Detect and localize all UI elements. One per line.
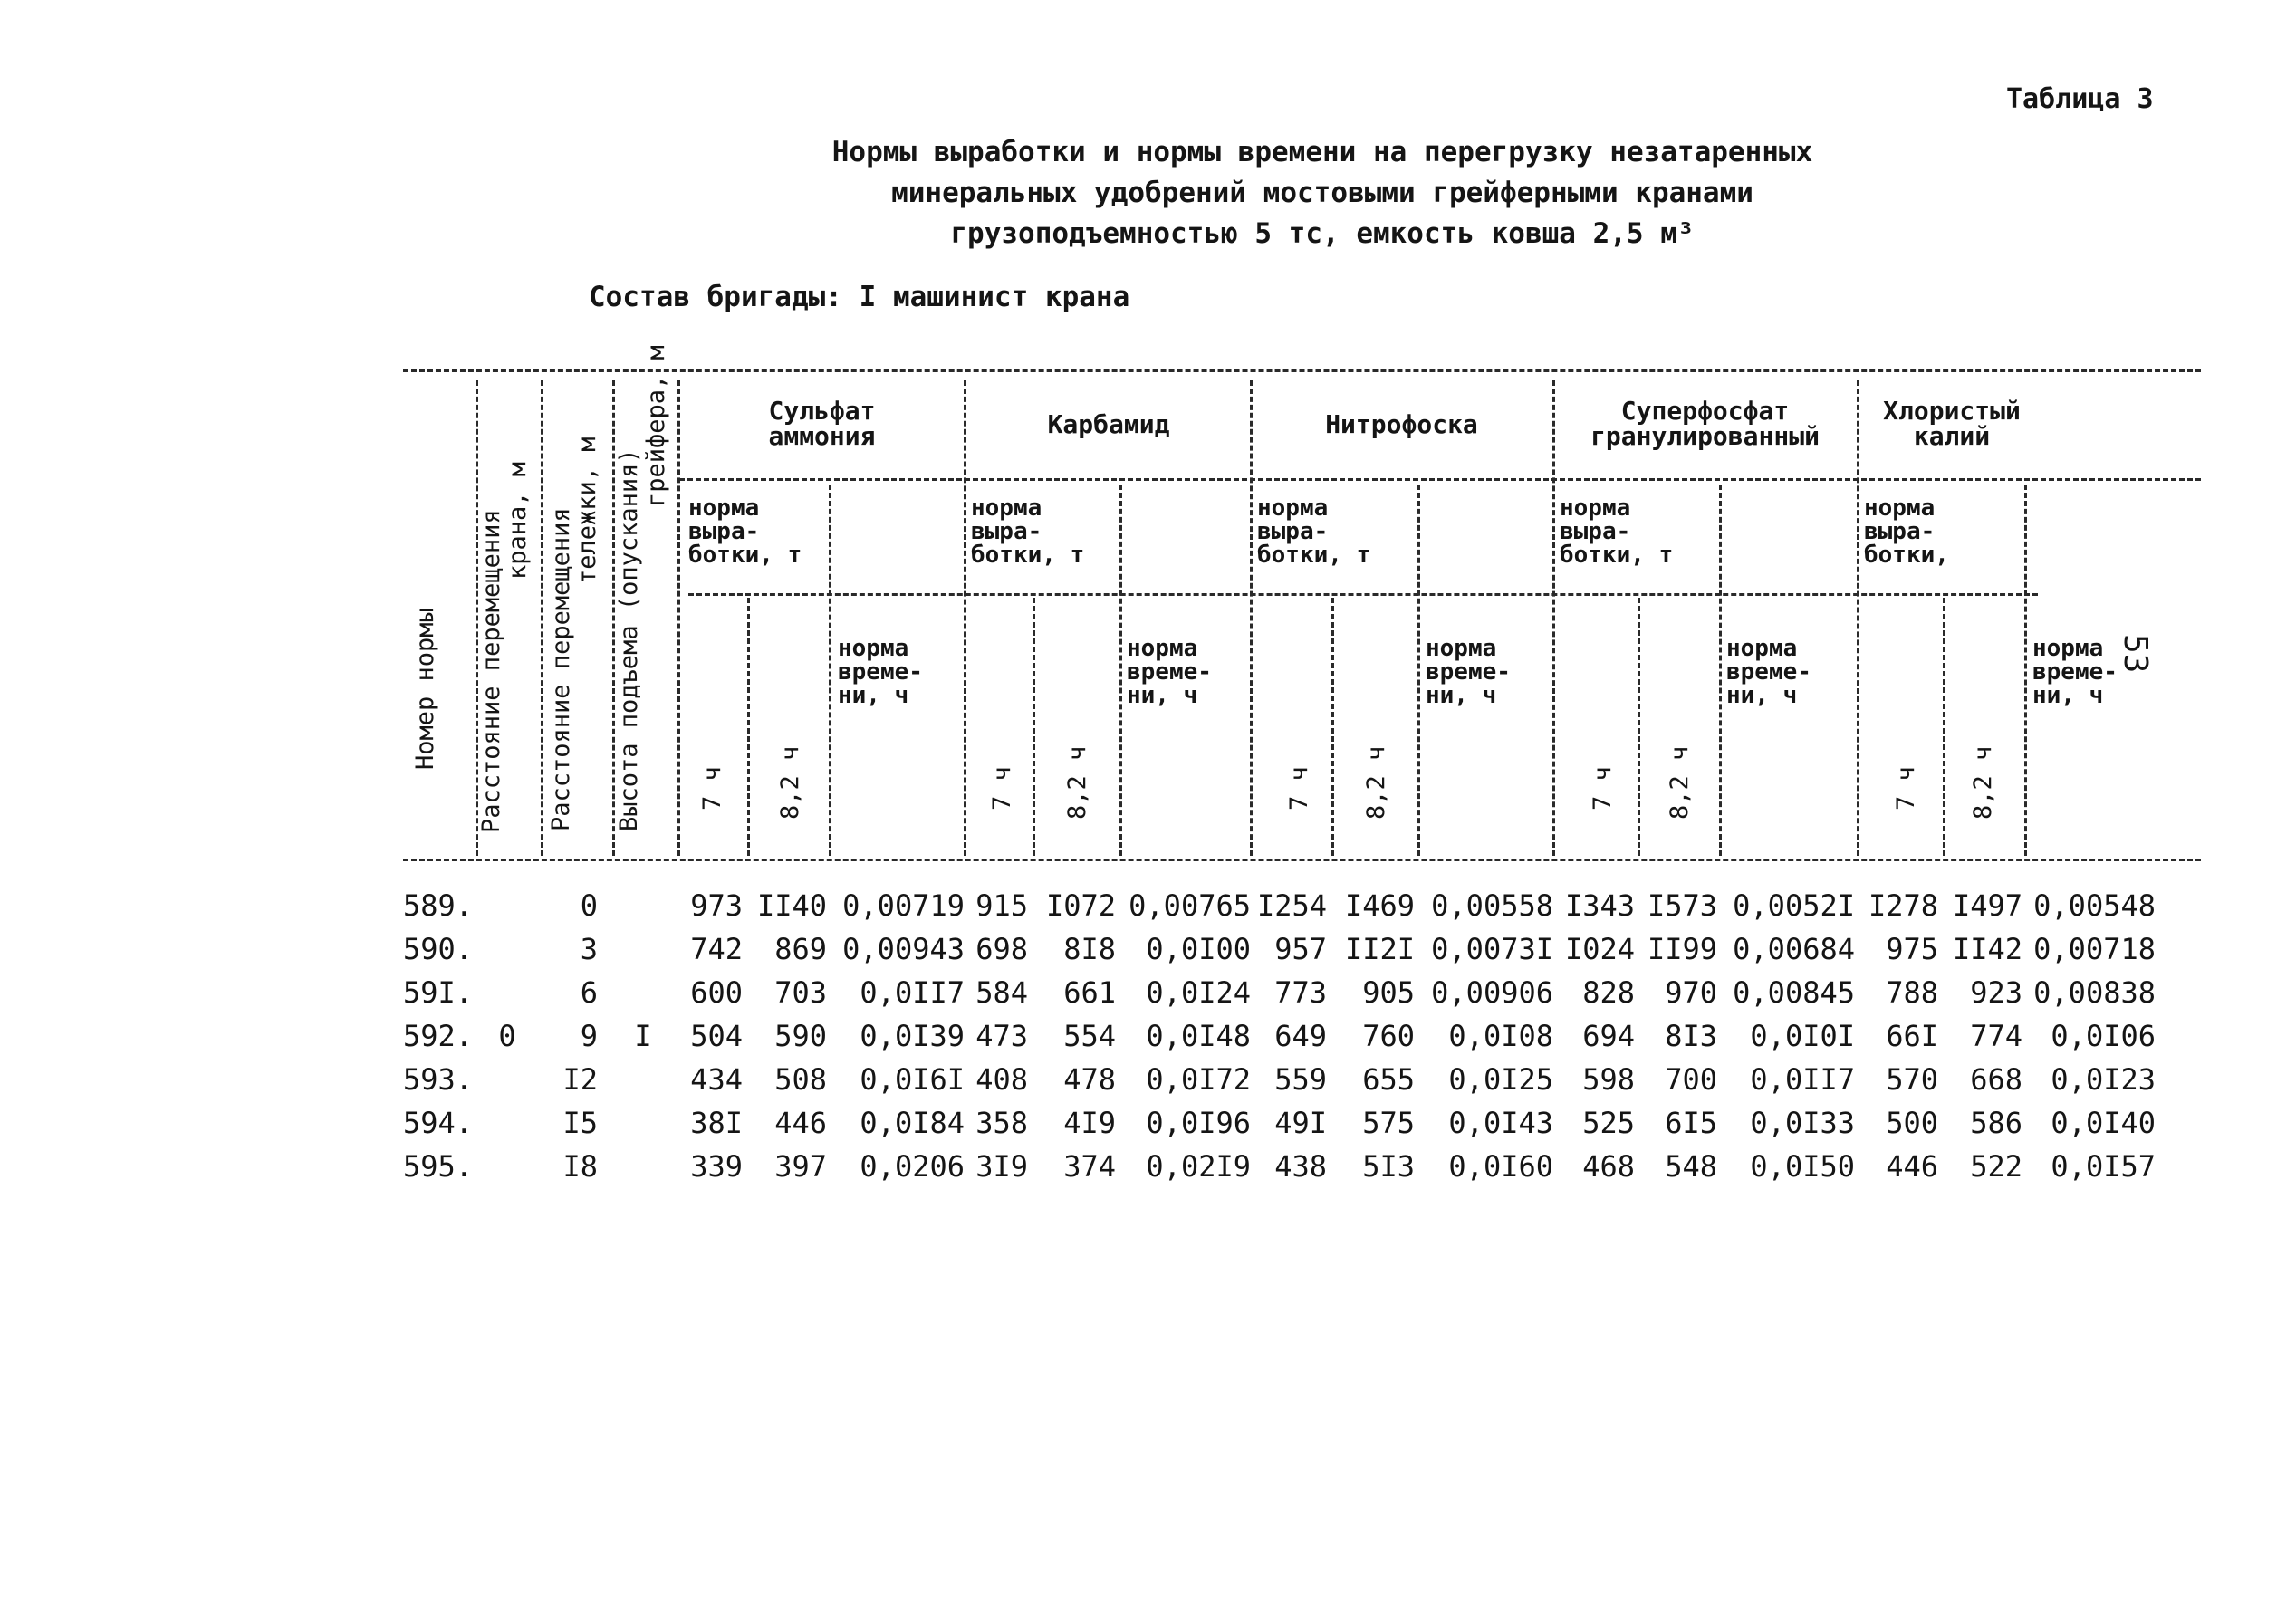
shift-7h: 7 ч — [988, 766, 1016, 811]
header-crane-distance-1: Расстояние перемещения — [477, 509, 505, 833]
value-cell: 0,0I57 — [2051, 1149, 2156, 1184]
page-number: 53 — [2117, 634, 2154, 674]
value-cell: 0,0I60 — [1448, 1149, 1553, 1184]
lift-height-value: I — [634, 1019, 652, 1053]
value-cell: 8I8 — [1063, 932, 1116, 966]
value-cell: 473 — [975, 1019, 1028, 1053]
value-cell: 0,0I08 — [1448, 1019, 1553, 1053]
value-cell: 0,0073I — [1431, 932, 1553, 966]
header-lift-height-1: Высота подъема (опускания) — [615, 448, 643, 831]
sub-line: време- — [1426, 658, 1511, 686]
sub-line: време- — [2032, 658, 2118, 686]
group-name-line: аммония — [768, 421, 876, 451]
value-cell: 522 — [1970, 1149, 2022, 1184]
header-group-rule — [679, 478, 2201, 481]
value-cell: 700 — [1665, 1062, 1717, 1097]
value-cell: 0,0I24 — [1146, 975, 1251, 1010]
trolley-distance-cell: I5 — [562, 1106, 598, 1140]
sub-line: време- — [1726, 658, 1811, 686]
value-cell: 975 — [1886, 932, 1938, 966]
value-cell: 66I — [1886, 1019, 1938, 1053]
value-cell: 0,0206 — [860, 1149, 965, 1184]
value-cell: 590 — [774, 1019, 827, 1053]
output-norm-header — [1560, 496, 1673, 567]
col-sep — [1857, 380, 1859, 856]
sub-line: ботки, т — [971, 542, 1085, 569]
value-cell: 694 — [1582, 1019, 1635, 1053]
value-cell: 0,0I25 — [1448, 1062, 1553, 1097]
sub-line: време- — [838, 658, 923, 686]
value-cell: 358 — [975, 1106, 1028, 1140]
group-name-line: Нитрофоска — [1325, 409, 1478, 439]
value-cell: 446 — [1886, 1149, 1938, 1184]
sub-line: време- — [1127, 658, 1212, 686]
sub-line: ботки, — [1864, 542, 1949, 569]
sub-line: норма — [1726, 635, 1798, 662]
value-cell: 3I9 — [975, 1149, 1028, 1184]
value-cell: I469 — [1344, 888, 1415, 923]
sub-line: ботки, т — [688, 542, 802, 569]
shift-8-2h: 8,2 ч — [1666, 745, 1694, 820]
col-sep — [964, 380, 966, 856]
value-cell: 649 — [1274, 1019, 1327, 1053]
col-sep-inner — [829, 485, 831, 856]
group-superphosphate — [1558, 398, 1852, 449]
value-cell: 760 — [1362, 1019, 1415, 1053]
value-cell: 570 — [1886, 1062, 1938, 1097]
value-cell: 774 — [1970, 1019, 2022, 1053]
value-cell: 0,0I84 — [860, 1106, 965, 1140]
value-cell: 0,00943 — [842, 932, 965, 966]
value-cell: 869 — [774, 932, 827, 966]
value-cell: 4I9 — [1063, 1106, 1116, 1140]
time-norm-header — [2032, 637, 2118, 707]
value-cell: 49I — [1274, 1106, 1327, 1140]
norm-number-cell: 589. — [403, 888, 474, 923]
value-cell: 584 — [975, 975, 1028, 1010]
value-cell: 0,0I00 — [1146, 932, 1251, 966]
col-sep-inner — [1943, 598, 1945, 856]
group-name-line: Карбамид — [1047, 409, 1170, 439]
value-cell: 5I3 — [1362, 1149, 1415, 1184]
col-sep-inner — [2024, 485, 2027, 856]
value-cell: 504 — [690, 1019, 743, 1053]
value-cell: 0,00906 — [1431, 975, 1553, 1010]
value-cell: II99 — [1647, 932, 1717, 966]
title-line-3: грузоподъемностью 5 тс, емкость ковша 2,5 м³ — [950, 217, 1695, 250]
value-cell: 0,00558 — [1431, 888, 1553, 923]
sub-line: выра- — [1560, 518, 1631, 545]
value-cell: I254 — [1256, 888, 1327, 923]
sub-line: норма — [1864, 494, 1936, 522]
sub-line: норма — [688, 494, 760, 522]
value-cell: 548 — [1665, 1149, 1717, 1184]
value-cell: 598 — [1582, 1062, 1635, 1097]
table-top-rule — [403, 369, 2201, 372]
value-cell: 434 — [690, 1062, 743, 1097]
value-cell: 8I3 — [1665, 1019, 1717, 1053]
value-cell: 0,00838 — [2033, 975, 2156, 1010]
col-sep-inner — [1331, 598, 1334, 856]
header-trolley-distance-2: тележки, м — [573, 437, 601, 584]
group-ammonium-sulfate — [684, 398, 960, 449]
output-norm-header — [688, 496, 802, 567]
norm-number-cell: 59I. — [403, 975, 474, 1010]
value-cell: 0,0I72 — [1146, 1062, 1251, 1097]
sub-line: ботки, т — [1257, 542, 1371, 569]
col-sep-inner — [1417, 485, 1420, 856]
time-norm-header — [838, 637, 923, 707]
value-cell: 500 — [1886, 1106, 1938, 1140]
value-cell: 703 — [774, 975, 827, 1010]
value-cell: 0,0I6I — [860, 1062, 965, 1097]
sub-line: ботки, т — [1560, 542, 1674, 569]
value-cell: 0,0I48 — [1146, 1019, 1251, 1053]
value-cell: 923 — [1970, 975, 2022, 1010]
output-norm-header — [971, 496, 1084, 567]
value-cell: 0,0I39 — [860, 1019, 965, 1053]
value-cell: 0,0I43 — [1448, 1106, 1553, 1140]
value-cell: 0,0I50 — [1750, 1149, 1855, 1184]
trolley-distance-cell: I2 — [562, 1062, 598, 1097]
shift-7h: 7 ч — [1285, 766, 1313, 811]
time-norm-header — [1726, 637, 1811, 707]
trolley-distance-cell: 6 — [580, 975, 598, 1010]
norm-number-cell: 595. — [403, 1149, 474, 1184]
value-cell: 6I5 — [1665, 1106, 1717, 1140]
value-cell: 525 — [1582, 1106, 1635, 1140]
sub-line: ни, ч — [838, 682, 909, 709]
group-nitrophoska — [1254, 409, 1549, 439]
sub-line: норма — [1560, 494, 1631, 522]
value-cell: II40 — [756, 888, 827, 923]
value-cell: 0,0I0I — [1750, 1019, 1855, 1053]
output-norm-header — [1864, 496, 1949, 567]
time-norm-header — [1426, 637, 1511, 707]
shift-7h: 7 ч — [698, 766, 726, 811]
value-cell: 600 — [690, 975, 743, 1010]
value-cell: I072 — [1045, 888, 1116, 923]
value-cell: 438 — [1274, 1149, 1327, 1184]
sub-line: норма — [1127, 635, 1198, 662]
value-cell: 478 — [1063, 1062, 1116, 1097]
value-cell: 0,00845 — [1733, 975, 1855, 1010]
title-line-1: Нормы выработки и нормы времени на перегрузку незатаренных — [831, 136, 1813, 168]
value-cell: 668 — [1970, 1062, 2022, 1097]
value-cell: 0,0I33 — [1750, 1106, 1855, 1140]
norm-number-cell: 593. — [403, 1062, 474, 1097]
value-cell: 0,00765 — [1129, 888, 1251, 923]
value-cell: 973 — [690, 888, 743, 923]
shift-8-2h: 8,2 ч — [1063, 745, 1091, 820]
table-label: Таблица 3 — [2006, 83, 2154, 115]
group-name-line: гранулированный — [1590, 421, 1820, 451]
sub-line: выра- — [1864, 518, 1936, 545]
value-cell: 0,0II7 — [860, 975, 965, 1010]
shift-8-2h: 8,2 ч — [1969, 745, 1997, 820]
value-cell: II42 — [1952, 932, 2022, 966]
value-cell: 408 — [975, 1062, 1028, 1097]
shift-8-2h: 8,2 ч — [776, 745, 804, 820]
value-cell: 559 — [1274, 1062, 1327, 1097]
value-cell: 554 — [1063, 1019, 1116, 1053]
value-cell: I343 — [1564, 888, 1635, 923]
header-bottom-rule — [403, 859, 2201, 861]
value-cell: 575 — [1362, 1106, 1415, 1140]
value-cell: 0,0I40 — [2051, 1106, 2156, 1140]
sub-line: ни, ч — [1726, 682, 1798, 709]
value-cell: 0,00718 — [2033, 932, 2156, 966]
sub-line: ни, ч — [1426, 682, 1497, 709]
shift-7h: 7 ч — [1589, 766, 1617, 811]
value-cell: 970 — [1665, 975, 1717, 1010]
trolley-distance-cell: I8 — [562, 1149, 598, 1184]
value-cell: 828 — [1582, 975, 1635, 1010]
sub-line: норма — [838, 635, 909, 662]
value-cell: 661 — [1063, 975, 1116, 1010]
value-cell: 397 — [774, 1149, 827, 1184]
group-name-line: Сульфат — [768, 396, 876, 426]
col-sep — [541, 380, 543, 856]
value-cell: 0,0I06 — [2051, 1019, 2156, 1053]
sub-line: норма — [971, 494, 1042, 522]
output-norm-header — [1257, 496, 1370, 567]
value-cell: II2I — [1344, 932, 1415, 966]
value-cell: 0,0I23 — [2051, 1062, 2156, 1097]
time-norm-header — [1127, 637, 1212, 707]
sub-line: выра- — [1257, 518, 1329, 545]
shift-8-2h: 8,2 ч — [1362, 745, 1390, 820]
shift-7h: 7 ч — [1892, 766, 1920, 811]
value-cell: 655 — [1362, 1062, 1415, 1097]
col-sep — [1552, 380, 1555, 856]
norm-number-cell: 594. — [403, 1106, 474, 1140]
value-cell: 468 — [1582, 1149, 1635, 1184]
value-cell: I024 — [1564, 932, 1635, 966]
header-trolley-distance-1: Расстояние перемещения — [547, 507, 575, 831]
value-cell: 698 — [975, 932, 1028, 966]
value-cell: 374 — [1063, 1149, 1116, 1184]
sub-line: выра- — [688, 518, 760, 545]
value-cell: 0,02I9 — [1146, 1149, 1251, 1184]
crew-composition: Состав бригады: I машинист крана — [589, 281, 1130, 313]
value-cell: 446 — [774, 1106, 827, 1140]
col-sep-inner — [1719, 485, 1722, 856]
value-cell: 957 — [1274, 932, 1327, 966]
group-name-line: калий — [1913, 421, 1991, 451]
header-crane-distance-2: крана, м — [504, 461, 532, 580]
value-cell: 0,0I96 — [1146, 1106, 1251, 1140]
group-name-line: Суперфосфат — [1620, 396, 1790, 426]
norm-number-cell: 592. — [403, 1019, 474, 1053]
group-potassium-chloride — [1861, 398, 2042, 449]
header-norm-number: Номер нормы — [411, 608, 439, 770]
crane-distance-value: 0 — [498, 1019, 516, 1053]
sub-line: ни, ч — [2032, 682, 2104, 709]
group-carbamide — [969, 409, 1248, 439]
value-cell: 586 — [1970, 1106, 2022, 1140]
value-cell: I573 — [1647, 888, 1717, 923]
norm-number-cell: 590. — [403, 932, 474, 966]
col-sep — [677, 380, 680, 856]
value-cell: 0,0052I — [1733, 888, 1855, 923]
col-sep — [1250, 380, 1253, 856]
sub-line: норма — [1257, 494, 1329, 522]
col-sep-inner — [1119, 485, 1122, 856]
col-sep-inner — [1638, 598, 1640, 856]
col-sep-inner — [1033, 598, 1035, 856]
sub-line: норма — [1426, 635, 1497, 662]
header-lift-height-2: грейфера, м — [642, 345, 670, 507]
value-cell: 339 — [690, 1149, 743, 1184]
value-cell: I278 — [1868, 888, 1938, 923]
header-output-rule — [688, 593, 2038, 596]
value-cell: 0,0II7 — [1750, 1062, 1855, 1097]
title-line-2: минеральных удобрений мостовыми грейферными кранами — [891, 177, 1753, 209]
value-cell: 742 — [690, 932, 743, 966]
value-cell: 773 — [1274, 975, 1327, 1010]
value-cell: 508 — [774, 1062, 827, 1097]
value-cell: 915 — [975, 888, 1028, 923]
trolley-distance-cell: 9 — [580, 1019, 598, 1053]
sub-line: норма — [2032, 635, 2104, 662]
value-cell: 905 — [1362, 975, 1415, 1010]
col-sep-inner — [747, 598, 750, 856]
value-cell: I497 — [1952, 888, 2022, 923]
sub-line: ни, ч — [1127, 682, 1198, 709]
value-cell: 0,00684 — [1733, 932, 1855, 966]
trolley-distance-cell: 3 — [580, 932, 598, 966]
trolley-distance-cell: 0 — [580, 888, 598, 923]
value-cell: 0,00719 — [842, 888, 965, 923]
sub-line: выра- — [971, 518, 1042, 545]
group-name-line: Хлористый — [1883, 396, 2021, 426]
value-cell: 38I — [690, 1106, 743, 1140]
value-cell: 788 — [1886, 975, 1938, 1010]
value-cell: 0,00548 — [2033, 888, 2156, 923]
